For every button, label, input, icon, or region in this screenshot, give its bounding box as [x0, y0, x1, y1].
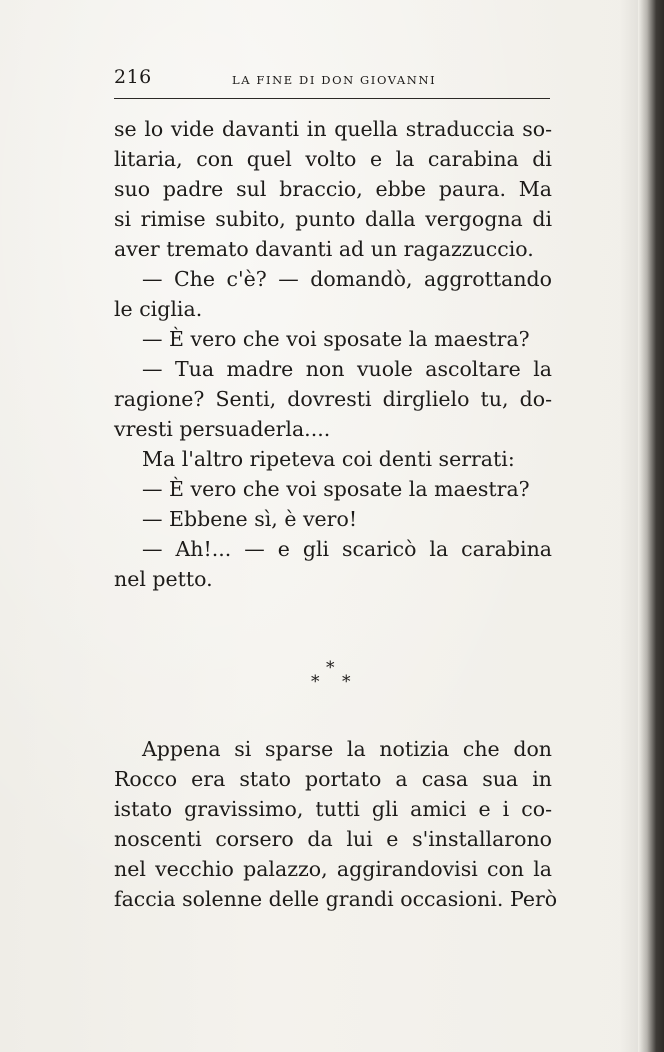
text-line: aver tremato davanti ad un ragazzuccio.	[114, 237, 534, 261]
text-line: noscenti corsero da lui e s'installarono	[114, 827, 552, 851]
text-line: nel vecchio palazzo, aggirandovisi con la	[114, 857, 552, 881]
text-line: — È vero che voi sposate la maestra?	[142, 327, 530, 351]
text-line: ragione? Senti, dovresti dirglielo tu, do-	[114, 387, 552, 411]
text-line: Appena si sparse la notizia che don	[142, 737, 552, 761]
running-title: LA FINE DI DON GIOVANNI	[232, 73, 437, 87]
paragraph	[114, 734, 558, 914]
text-line: — È vero che voi sposate la maestra?	[142, 477, 530, 501]
section-break-asterism	[300, 660, 364, 694]
paragraph	[114, 504, 552, 534]
paragraph	[114, 264, 552, 324]
text-line: — Ah!... — e gli scaricò la carabina	[142, 537, 552, 561]
text-line: faccia solenne delle grandi occasioni. Però	[114, 887, 558, 911]
text-line: nel petto.	[114, 567, 213, 591]
paragraph	[114, 354, 552, 444]
text-line: — Tua madre non vuole ascoltare la	[142, 357, 552, 381]
text-line: si rimise subito, punto dalla vergogna di	[114, 207, 552, 231]
text-block-narrative	[114, 734, 558, 914]
text-line: — Che c'è? — domandò, aggrottando	[142, 267, 552, 291]
page-number: 216	[114, 66, 152, 88]
paragraph	[114, 474, 552, 504]
text-line: le ciglia.	[114, 297, 203, 321]
text-line: — Ebbene sì, è vero!	[142, 507, 358, 531]
paragraph	[114, 324, 552, 354]
text-line: istato gravissimo, tutti gli amici e i co-	[114, 797, 552, 821]
text-line: Rocco era stato portato a casa sua in	[114, 767, 552, 791]
asterism-star: *	[342, 672, 351, 692]
text-block-dialogue	[114, 114, 552, 594]
header-rule	[114, 98, 550, 99]
asterism-star: *	[311, 672, 320, 692]
page-gutter-shadow	[620, 0, 638, 1052]
paragraph	[114, 114, 552, 264]
paragraph	[114, 444, 552, 474]
text-line: se lo vide davanti in quella straduccia so-	[114, 117, 552, 141]
asterism-star: *	[326, 658, 335, 678]
page-header	[114, 64, 550, 100]
text-line: suo padre sul braccio, ebbe paura. Ma	[114, 177, 552, 201]
text-line: litaria, con quel volto e la carabina di	[114, 147, 552, 171]
text-line: vresti persuaderla....	[114, 417, 331, 441]
page-edge	[638, 0, 664, 1052]
paragraph	[114, 534, 552, 594]
text-line: Ma l'altro ripeteva coi denti serrati:	[142, 447, 515, 471]
